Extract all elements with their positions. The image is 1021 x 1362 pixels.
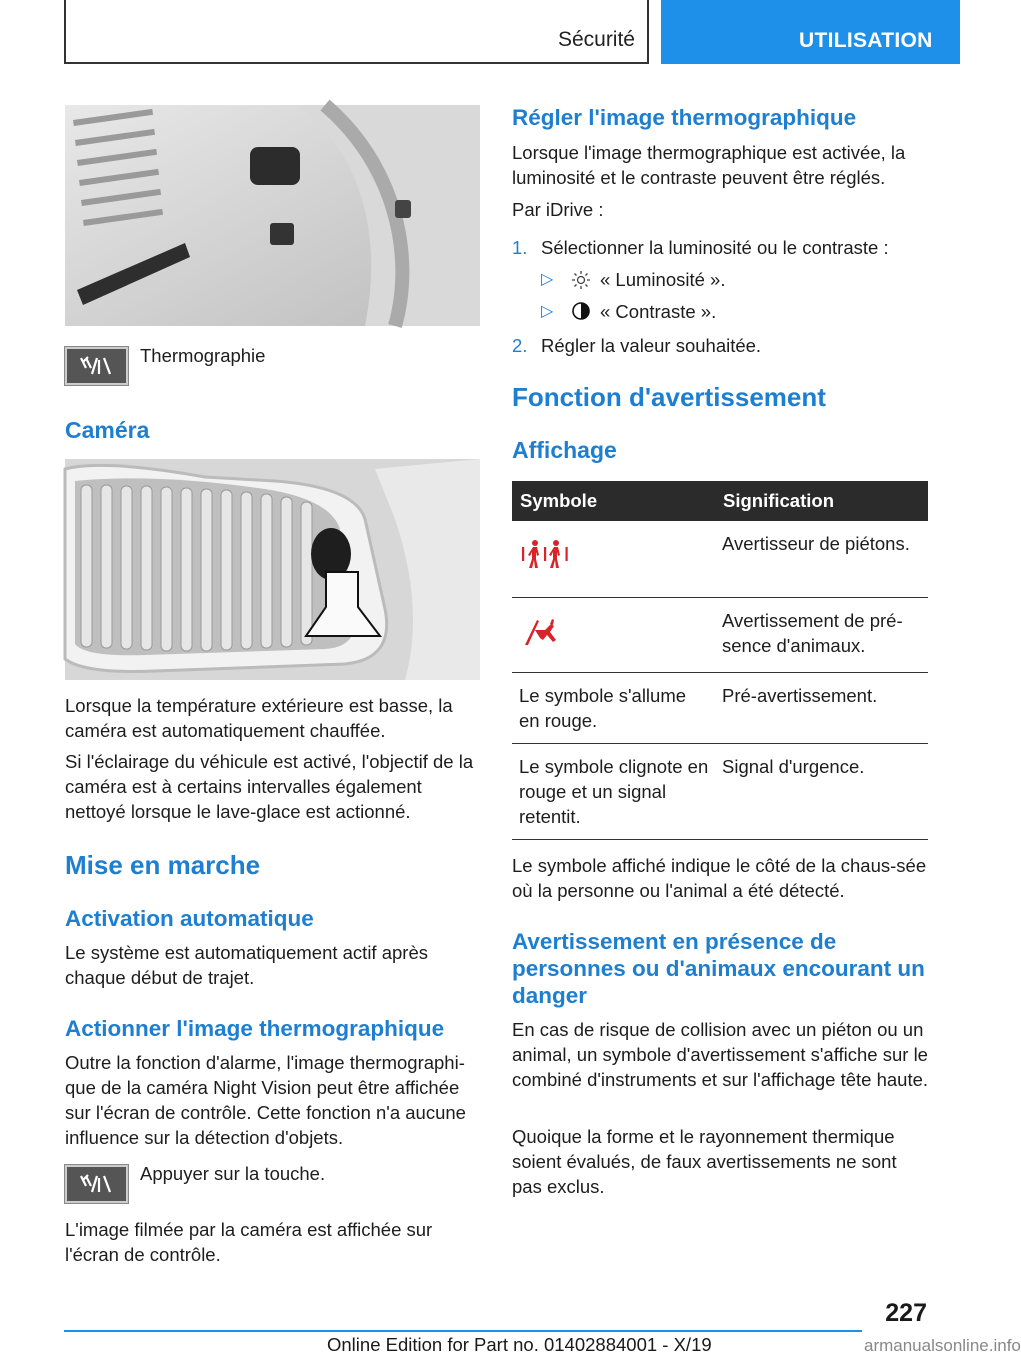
bullet-arrow-1: ▷ [541, 271, 554, 288]
animal-warning-icon [523, 616, 563, 654]
paragraph-idrive: Par iDrive : [512, 199, 604, 220]
thermo-dashboard-image [65, 105, 480, 326]
footer-divider [64, 1330, 862, 1332]
thermo-caption: Thermographie [140, 345, 266, 366]
step-1-text: Sélectionner la luminosité ou le contraste : [541, 237, 889, 258]
sub-item-contraste: « Contraste ». [600, 301, 717, 322]
table-cell-symbol [512, 597, 715, 672]
table-row [512, 597, 928, 672]
step-number-1: 1. [512, 237, 528, 258]
paragraph-regler: Lorsque l'image thermographique est activée, la luminosité et le contraste peuvent être réglés. [512, 142, 906, 188]
table-cell-symbol: Le symbole s'allume en rouge. [512, 672, 715, 743]
paragraph-danger-collision: En cas de risque de collision avec un piéton ou un animal, un symbole d'avertissement s'affiche sur le combiné d'instruments et sur l'affichage tête haute. [512, 1019, 929, 1090]
heading-actionner: Actionner l'image thermographique [65, 1016, 445, 1041]
symbol-table [512, 481, 928, 840]
paragraph-actionner: Outre la fonction d'alarme, l'image thermographi-que de la caméra Night Vision peut être affichée sur l'écran de contrôle. Cette fonction n'a aucune influence sur la détection d'objets. [65, 1052, 466, 1148]
paragraph-camera-cleaning: Si l'éclairage du véhicule est activé, l'objectif de la caméra est à certains intervalles également nettoyé lorsque le lave-glace est actionné. [65, 751, 474, 822]
heading-activation-auto: Activation automatique [65, 906, 314, 931]
heading-affichage: Affichage [512, 437, 617, 463]
table-cell-symbol [512, 521, 715, 597]
step-2-text: Régler la valeur souhaitée. [541, 335, 762, 356]
heading-regler: Régler l'image thermographique [512, 105, 857, 130]
night-vision-button-icon [65, 347, 128, 385]
header-chapter-tab [661, 0, 960, 64]
heading-camera: Caméra [65, 417, 150, 443]
table-cell-signification: Pré-avertissement. [715, 672, 928, 743]
online-edition-text: Online Edition for Part no. 01402884001 - X/19 [327, 1334, 712, 1355]
table-cell-signification: Avertisseur de piétons. [715, 521, 928, 597]
heading-mise-en-marche: Mise en marche [65, 850, 261, 880]
night-vision-button-icon-2 [65, 1165, 128, 1203]
table-row [512, 521, 928, 597]
bullet-arrow-2: ▷ [541, 303, 554, 320]
brightness-icon [571, 270, 591, 295]
header-section-label: Sécurité [557, 28, 635, 51]
paragraph-camera-heating: Lorsque la température extérieure est basse, la caméra est automatiquement chauffée. [65, 695, 453, 741]
heading-avertissement-danger: Avertissement en présence de personnes ou d'animaux encourant un danger [512, 929, 925, 1008]
paragraph-image-filmee: L'image filmée par la caméra est affichée sur l'écran de contrôle. [65, 1219, 433, 1265]
sub-item-luminosite: « Luminosité ». [600, 269, 726, 290]
header-section-tab [64, 0, 649, 64]
page-number: 227 [885, 1299, 927, 1327]
pedestrian-warning-icon [521, 539, 569, 575]
symbol-table-header [512, 481, 928, 521]
contrast-icon [571, 301, 591, 326]
column-header-symbole: Symbole [512, 481, 715, 521]
header-chapter-label: UTILISATION [799, 29, 933, 52]
table-cell-signification: Signal d'urgence. [715, 743, 928, 839]
table-cell-signification: Avertissement de pré-sence d'animaux. [715, 597, 928, 672]
table-cell-symbol: Le symbole clignote en rouge et un signal retentit. [512, 743, 715, 839]
watermark-text: armanualsonline.info [864, 1336, 1021, 1355]
column-header-signification: Signification [715, 481, 928, 521]
step-number-2: 2. [512, 335, 528, 356]
paragraph-danger-faux: Quoique la forme et le rayonnement thermique soient évalués, de faux avertissements ne sont pas exclus. [512, 1126, 897, 1197]
heading-fonction-avertissement: Fonction d'avertissement [512, 382, 826, 412]
paragraph-cote-chaussee: Le symbole affiché indique le côté de la chaus-sée où la personne ou l'animal a été détecté. [512, 855, 927, 901]
caption-appuyer: Appuyer sur la touche. [140, 1163, 326, 1184]
paragraph-activation-auto: Le système est automatiquement actif après chaque début de trajet. [65, 942, 428, 988]
table-row [512, 672, 928, 743]
table-row [512, 743, 928, 839]
camera-grille-image [65, 459, 480, 680]
